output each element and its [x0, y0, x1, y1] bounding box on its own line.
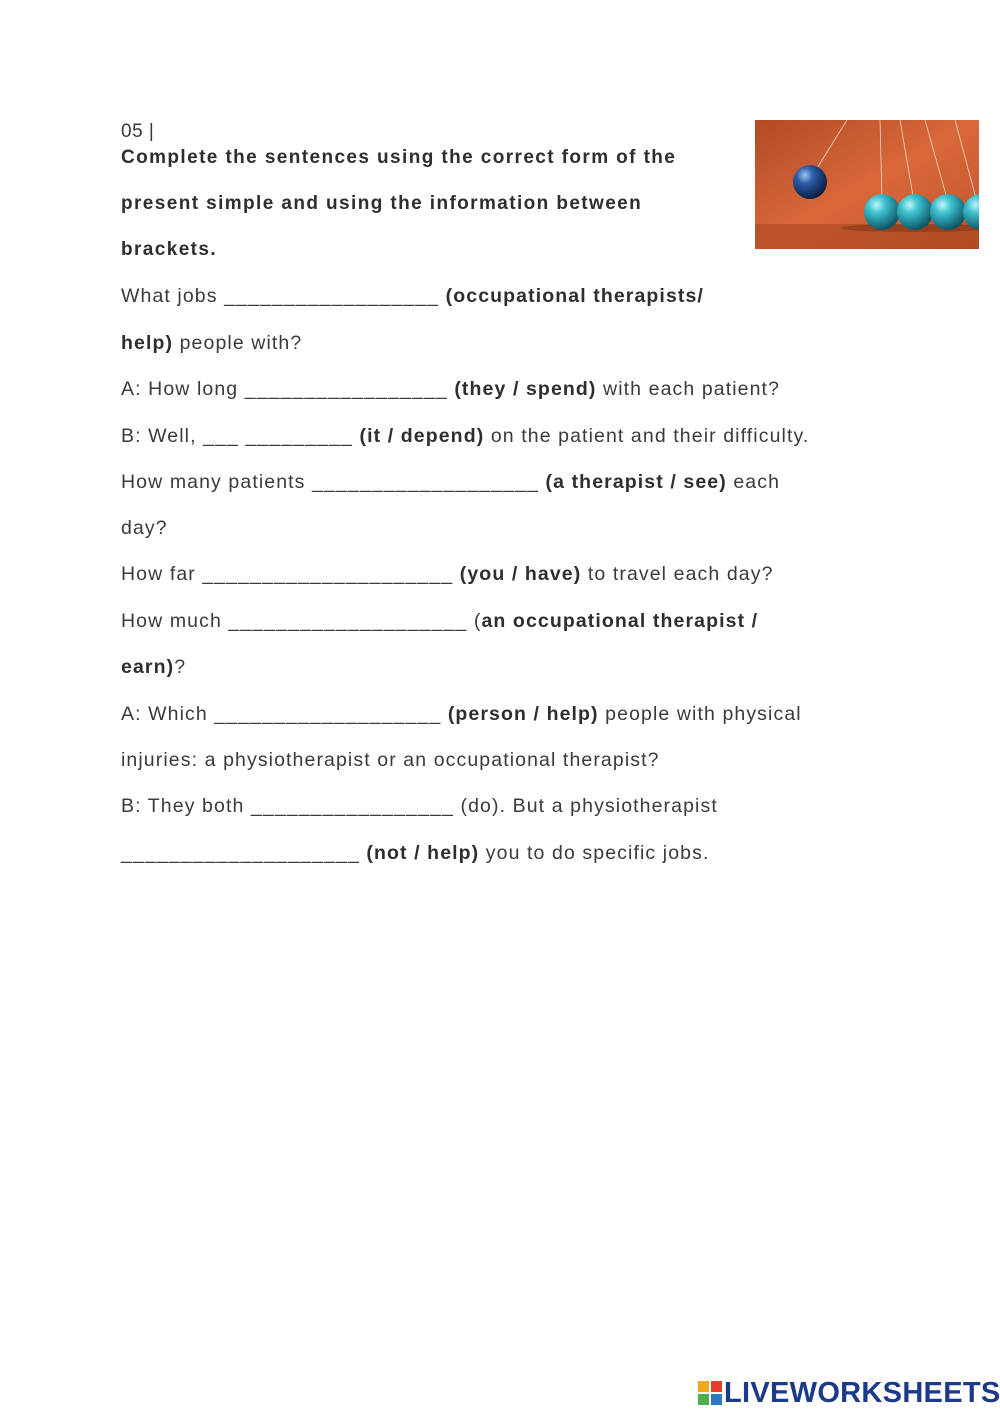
exercise-line — [121, 516, 168, 540]
sentence-text: How far _____________________ — [121, 563, 460, 585]
bracket-hint: (person / help) — [447, 703, 599, 725]
bracket-hint: help) — [121, 332, 174, 354]
sentence-text: How many patients ___________________ — [121, 471, 546, 493]
exercise-line — [121, 794, 718, 818]
exercise-line — [121, 841, 709, 865]
page-number: 05 | — [121, 121, 155, 142]
bracket-hint: (a therapist / see) — [545, 471, 727, 493]
sentence-text: A: Which ___________________ — [121, 703, 448, 725]
exercise-line — [121, 470, 780, 494]
bracket-hint: an occupational therapist / — [481, 610, 759, 632]
bracket-hint: (it / depend) — [359, 425, 485, 447]
instruction-line-2: present simple and using the information between — [121, 193, 643, 214]
sentence-text: to travel each day? — [581, 563, 774, 585]
sentence-text: each — [726, 471, 781, 493]
brand-text: LIVEWORKSHEETS — [724, 1377, 1000, 1409]
bracket-hint: earn) — [121, 656, 175, 678]
sentence-text: B: Well, ___ _________ — [121, 425, 360, 447]
exercise-line — [121, 702, 802, 726]
newtons-cradle-image — [755, 120, 979, 249]
exercise-line — [121, 284, 704, 308]
exercise-line — [121, 424, 809, 448]
liveworksheets-icon — [698, 1381, 722, 1405]
sentence-text: A: How long _________________ — [121, 378, 455, 400]
exercise-line — [121, 562, 774, 586]
sentence-text: B: They both _________________ (do). But a physiotherapist — [121, 795, 718, 817]
sentence-text: What jobs __________________ — [121, 285, 446, 307]
exercise-line — [121, 609, 758, 633]
liveworksheets-logo — [698, 1378, 1000, 1408]
sentence-text: How much ____________________ ( — [121, 610, 482, 632]
exercise-line — [121, 377, 780, 401]
bracket-hint: (they / spend) — [454, 378, 597, 400]
bracket-hint: (not / help) — [366, 842, 480, 864]
instruction-line-1: Complete the sentences using the correct form of the — [121, 147, 677, 168]
bracket-hint: (occupational therapists/ — [445, 285, 704, 307]
exercise-line — [121, 331, 302, 355]
sentence-text: day? — [121, 517, 168, 539]
sentence-text: ? — [174, 656, 187, 678]
bracket-hint: (you / have) — [459, 563, 582, 585]
sentence-text: ____________________ — [121, 842, 367, 864]
sentence-text: on the patient and their difficulty. — [484, 425, 810, 447]
sentence-text: with each patient? — [596, 378, 781, 400]
instruction-line-3: brackets. — [121, 239, 218, 260]
sentence-text: people with? — [173, 332, 303, 354]
exercise-line — [121, 748, 660, 772]
sentence-text: you to do specific jobs. — [479, 842, 710, 864]
exercise-line — [121, 655, 186, 679]
sentence-text: injuries: a physiotherapist or an occupational therapist? — [121, 749, 660, 771]
sentence-text: people with physical — [598, 703, 802, 725]
